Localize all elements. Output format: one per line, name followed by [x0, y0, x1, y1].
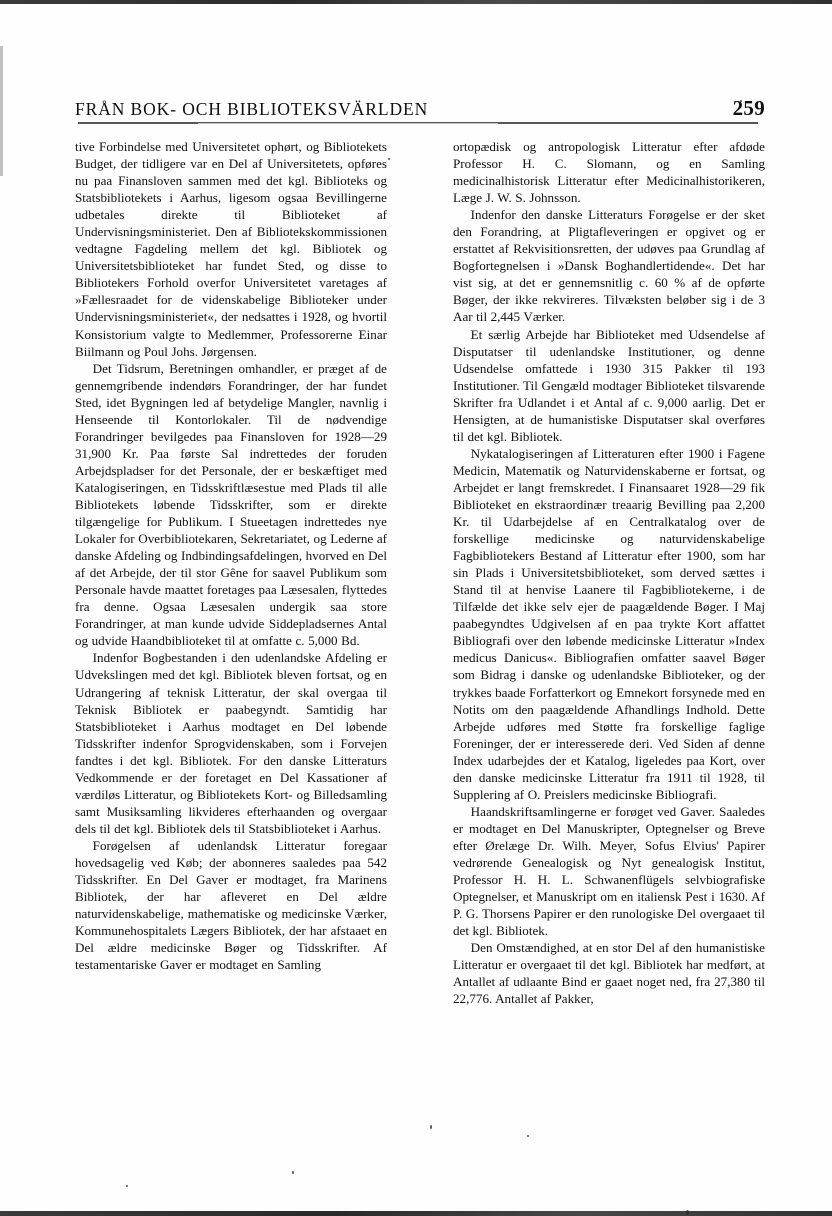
paragraph: Haandskriftsamlingerne er forøget ved Gaver. Saaledes er modtaget en Del Manuskripter, Optegnelser og Breve efter Ørelæge Dr. Wilh. Meyer, Sofus Elvius' Papirer vedrørende Genealogisk og Nyt genealogisk Institut, Professor H. H. L. Schwanenflügels selvbiografiske Optegnelser, et Manuskript om en italiensk Pest i 1630. Af P. G. Thorsens Papirer er den runologiske Del overgaaet til det kgl. Bibliotek.: [453, 803, 765, 939]
paragraph: Indenfor Bogbestanden i den udenlandske Afdeling er Udvekslingen med det kgl. Bibliotek bleven fortsat, og en Udrangering af teknisk Litteratur, der skal overgaa til Teknisk Bibliotek er paabegyndt. Samtidig har Statsbiblioteket i Aarhus modtaget en Del løbende Tidsskrifter indenfor Sprogvidenskaben, som i Forvejen fandtes i det kgl. Bibliotek. For den danske Litteraturs Vedkommende er der foretaget en Del Kassationer af værdiløs Litteratur, og Bibliotekets Kort- og Billedsamling samt Musiksamling likvideres efterhaanden og overgaar dels til det kgl. Bibliotek dels til Statsbiblioteket i Aarhus.: [75, 650, 387, 836]
scan-speck: [126, 1185, 128, 1187]
paragraph: Det Tidsrum, Beretningen omhandler, er præget af de gennemgribende indendørs Forandringer, der har fundet Sted, idet Bygningen led af betydelige Mangler, navnlig i Henseende til Kontorlokaler. Til de nødvendige Forandringer bevilgedes paa Finansloven for 1928—29 31,900 Kr. Paa første Sal indrettedes der foruden Arbejdspladser for det Personale, der er beskæftiget med Katalogiseringen, en Tidsskriftlæsestue med Plads til alle Bibliotekets løbende Tidsskrifter, som er direkte tilgængelige for Publikum. I Stueetagen indrettedes nye Lokaler for Overbibliotekaren, Sekretariatet, og Lederne af danske Afdeling og Indbindingsafdelingen, hvorved en Del af det Arbejde, der til stor Gêne for saavel Publikum som Personale havde maattet foretages paa Læsesalen, flyttedes fra denne. Ogsaa Læsesalen undergik saa store Forandringer, at man kunde udvide Siddepladsernes Antal og udvide Haandbiblioteket til at omfatte c. 5,000 Bd.: [75, 360, 387, 649]
right-column: [453, 138, 765, 1007]
left-column: [75, 138, 387, 1007]
scan-edge-top: [0, 0, 832, 4]
scan-speck: [527, 1135, 529, 1137]
scan-speck: [686, 1210, 689, 1215]
running-header-title: FRÅN BOK- OCH BIBLIOTEKSVÄRLDEN: [75, 99, 429, 119]
paragraph: Indenfor den danske Litteraturs Forøgelse er der sket den Forandring, at Pligtafleveringen er opgivet og er erstattet af Rekvisitionsretten, der udøves paa Grundlag af Bogfortegnelsen i »Dansk Boghandlertidende«. Det har vist sig, at det er gennemsnitlig c. 60 % af de opførte Bøger, der ikke rekvireres. Tilvæksten beløber sig i de 3 Aar til 2,445 Værker.: [453, 207, 765, 325]
paragraph: Nykatalogiseringen af Litteraturen efter 1900 i Fagene Medicin, Matematik og Naturvidenskaberne er fortsat, og Arbejdet er langt fremskredet. I Finansaaret 1928—29 fik Biblioteket en ekstraordinær treaarig Bevilling paa 2,200 Kr. til Udarbejdelse af en Centralkatalog over de forskellige medicinske og naturvidenskabelige Fagbibliotekers Bestand af Litteratur efter 1900, som har sin Plads i Universitetsbiblioteket, som derved sættes i Stand til at henvise Laanere til Fagbibliotekerne, i de Tilfælde det ikke selv ejer de paagældende Bøger. I Maj paabegyndtes Udgivelsen af en paa trykte Kort affattet Bibliografi over den løbende medicinske Litteratur »Index medicus Danicus«. Bibliografien omfatter saavel Bøger som Bidrag i danske og udenlandske Biblioteker, og der trykkes baade Forfatterkort og Emnekort forsynede med en Notits om den paagældende Afhandlings Indhold. Dette Arbejde udføres med Støtte fra forskellige faglige Foreninger, der er interesserede deri. Ved Siden af denne Index udarbejdes der et Katalog, ligeledes paa Kort, over den danske medicinske Litteratur fra 1911 til 1928, til Supplering af O. Preislers medicinske Bibliografi.: [453, 445, 765, 802]
scan-speck: [430, 1125, 432, 1129]
scan-speck: [292, 1171, 294, 1174]
header-divider-rule: [78, 122, 758, 124]
paragraph: Den Omstændighed, at en stor Del af den humanistiske Litteratur er overgaaet til det kgl. Bibliotek har medført, at Antallet af udlaante Bind er gaaet noget ned, fra 27,380 til 22,776. Antallet af Pakker,: [453, 940, 765, 1007]
page-number: 259: [732, 96, 765, 120]
paragraph: Forøgelsen af udenlandsk Litteratur foregaar hovedsagelig ved Køb; der abonneres saaledes paa 542 Tidsskrifter. En Del Gaver er modtaget, fra Marinens Bibliotek, der har afleveret en Del ældre naturvidenskabelige, mathematiske og medicinske Værker, Kommunehospitalets Lægers Bibliotek, der har afstaaet en Del ældre medicinske Bøger og Tidsskrifter. Af testamentariske Gaver er modtaget en Samling: [75, 837, 387, 973]
paragraph: Et særlig Arbejde har Biblioteket med Udsendelse af Disputatser til udenlandske Institutioner, og denne Udsendelse omfattede i 1930 315 Pakker til 193 Institutioner. Til Gengæld modtager Biblioteket tilsvarende Skrifter fra Udlandet i et Antal af c. 9,000 aarlig. Det er Hensigten, at de humanistiske Disputatser skal overføres til det kgl. Bibliotek.: [453, 326, 765, 444]
paragraph: tive Forbindelse med Universitetet ophørt, og Bibliotekets Budget, der tidligere var en Del af Universitetets, opføres nu paa Finansloven sammen med det kgl. Biblioteks og Statsbibliotekets i Aarhus, ligesom ogsaa Bevillingerne udbetales direkte til Biblioteket af Undervisningsministeriet. Den af Bibliotekskommissionen vedtagne Fagdeling mellem det kgl. Bibliotek og Universitetsbiblioteket har fundet Sted, og disse to Bibliotekers Forhold overfor Universitetet varetages af »Fællesraadet for de videnskabelige Biblioteker under Undervisningsministeriet«, der nedsattes i 1928, og hvortil Konsistorium valgte to Medlemmer, Professorerne Einar Biilmann og Poul Johs. Jørgensen.: [75, 139, 387, 359]
scan-edge-left: [0, 46, 3, 176]
running-header: [75, 96, 765, 121]
scan-edge-bottom: [0, 1211, 832, 1216]
paragraph: ortopædisk og antropologisk Litteratur efter afdøde Professor H. C. Slomann, og en Samling medicinalhistorisk Litteratur efter Medicinalhistorikeren, Læge J. W. S. Johnsson.: [453, 139, 765, 206]
body-columns: [75, 138, 765, 1007]
